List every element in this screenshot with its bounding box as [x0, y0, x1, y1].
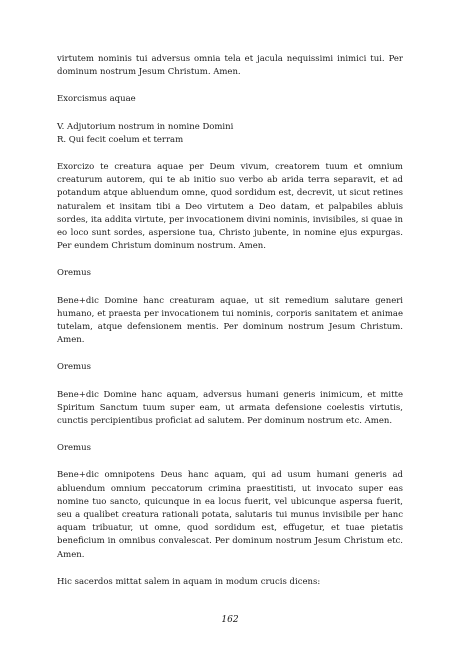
paragraph-benedic-omnipotens: Bene+dic omnipotens Deus hanc aquam, qui ad usum humani generis ad abluendum omnium peccatorum crimina praestitisti, ut invocato super eas nomine tuo sancto, quicunque in ea locus fuerit, vel ubicunque aspersa fuerit, seu a qualibet creatura rationali potata, salutaris tui munus invisibile per hanc aquam tribuatur, ut omne, quod sordidum est, effugetur, et tuae pietatis beneficium in omnibus convalescat. Per dominum nostrum Jesum Christum etc. Amen. [57, 470, 403, 560]
response-line: R. Qui fecit coelum et terram [57, 134, 184, 145]
paragraph-closing-prayer: virtutem nominis tui adversus omnia tela et jacula nequissimi inimici tui. Per dominum nostrum Jesum Christum. Amen. [57, 54, 403, 78]
page-body [57, 53, 403, 603]
heading-oremus: Oremus [57, 443, 91, 454]
paragraph-exorcizo: Exorcizo te creatura aquae per Deum vivum, creatorem tuum et omnium creaturum autorem, qui te ab initio suo verbo ab arida terra separavit, et ad potandum atque abluendum omne, quod sordidum est, decrevit, ut sicut retines naturalem et insitam tibi a Deo virtutem a Deo datam, et palpabiles abluis sordes, ita addita virtute, per invocationem divini nominis, invisibiles, si quae in eo loco sunt sordes, aspersione tua, Christo jubente, in nomine ejus expurgas. Per eundem Christum dominum nostrum. Amen. [57, 162, 403, 252]
versicle-response-block [57, 121, 403, 147]
heading-oremus: Oremus [57, 268, 91, 279]
paragraph-benedic-creaturam: Bene+dic Domine hanc creaturam aquae, ut sit remedium salutare generi humano, et praesta per invocationem tui nominis, corporis sanitatem et animae tutelam, atque defensionem mentis. Per dominum nostrum Jesum Christum. Amen. [57, 295, 403, 346]
page-number: 162 [221, 615, 239, 625]
paragraph-benedic-aquam: Bene+dic Domine hanc aquam, adversus humani generis inimicum, et mitte Spiritum Sanctum tuum super eam, ut armata defensione coelestis virtutis, cunctis percipientibus proficiat ad salutem. Per dominum nostrum etc. Amen. [57, 389, 403, 427]
heading-exorcismus-aquae: Exorcismus aquae [57, 94, 136, 105]
versicle-line: V. Adjutorium nostrum in nomine Domini [57, 121, 234, 132]
paragraph-rubric: Hic sacerdos mittat salem in aquam in modum crucis dicens: [57, 576, 321, 587]
heading-oremus: Oremus [57, 362, 91, 373]
